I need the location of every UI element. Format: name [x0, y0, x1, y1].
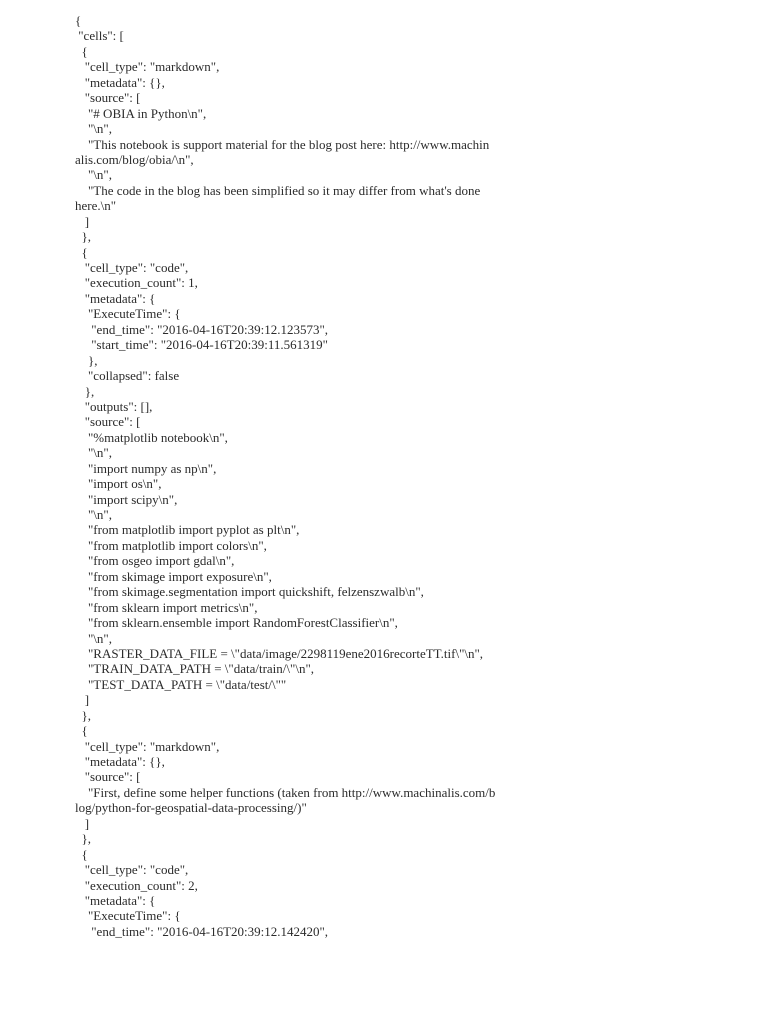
code-line: "TRAIN_DATA_PATH = \"data/train/\"\n", — [75, 661, 314, 677]
code-line: "This notebook is support material for the blog post here: http://www.machin — [75, 136, 490, 152]
code-line: "from sklearn.ensemble import RandomForestClassifier\n", — [75, 615, 398, 631]
code-line: "execution_count": 2, — [75, 877, 198, 893]
code-line: "end_time": "2016-04-16T20:39:12.123573", — [75, 321, 329, 337]
code-line: "collapsed": false — [75, 368, 180, 384]
code-line: ] — [75, 692, 90, 708]
code-line: { — [75, 846, 88, 862]
code-line: "import os\n", — [75, 476, 162, 492]
code-line: log/python-for-geospatial-data-processing/)" — [75, 800, 307, 816]
code-line: "First, define some helper functions (taken from http://www.machinalis.com/b — [75, 784, 496, 800]
code-line: "cell_type": "markdown", — [75, 738, 220, 754]
code-line: }, — [75, 352, 98, 368]
code-line: "from sklearn import metrics\n", — [75, 599, 258, 615]
code-line: "metadata": { — [75, 892, 156, 908]
code-line: "TEST_DATA_PATH = \"data/test/\"" — [75, 676, 287, 692]
code-line: "from skimage import exposure\n", — [75, 568, 272, 584]
code-line: "source": [ — [75, 414, 141, 430]
code-line: here.\n" — [75, 198, 117, 214]
code-line: "RASTER_DATA_FILE = \"data/image/2298119ene2016recorteTT.tif\"\n", — [75, 645, 484, 661]
code-line: "outputs": [], — [75, 398, 153, 414]
code-line: "metadata": { — [75, 290, 156, 306]
code-line: "\n", — [75, 121, 112, 137]
code-line: "end_time": "2016-04-16T20:39:12.142420", — [75, 923, 329, 939]
code-line: }, — [75, 831, 91, 847]
code-line: "from skimage.segmentation import quickshift, felzenszwalb\n", — [75, 584, 424, 600]
notebook-json-listing — [75, 13, 715, 939]
code-line: "cell_type": "markdown", — [75, 59, 220, 75]
code-line: "cells": [ — [75, 28, 124, 44]
code-line: { — [75, 244, 88, 260]
code-line: "import numpy as np\n", — [75, 460, 217, 476]
code-line: { — [75, 13, 82, 28]
code-line: "\n", — [75, 630, 112, 646]
code-line: "start_time": "2016-04-16T20:39:11.561319" — [75, 337, 328, 353]
code-line: "\n", — [75, 507, 112, 522]
code-line: "execution_count": 1, — [75, 275, 198, 291]
code-line: "metadata": {}, — [75, 754, 165, 769]
code-line: "source": [ — [75, 769, 141, 785]
code-line: "\n", — [75, 167, 112, 183]
code-line: "source": [ — [75, 90, 141, 106]
code-line: "metadata": {}, — [75, 74, 165, 90]
code-line: alis.com/blog/obia/\n", — [75, 151, 194, 167]
code-line: "# OBIA in Python\n", — [75, 105, 207, 121]
code-line: "%matplotlib notebook\n", — [75, 429, 228, 445]
code-line: "import scipy\n", — [75, 491, 178, 507]
code-line: "cell_type": "code", — [75, 862, 189, 878]
code-line: ] — [75, 815, 90, 831]
code-line: "ExecuteTime": { — [75, 306, 181, 322]
code-line: { — [75, 723, 88, 739]
code-line: "from matplotlib import pyplot as plt\n", — [75, 522, 300, 538]
code-line: "from osgeo import gdal\n", — [75, 553, 235, 569]
code-line: ] — [75, 213, 90, 229]
code-line: "from matplotlib import colors\n", — [75, 537, 267, 553]
code-line: "\n", — [75, 445, 112, 461]
code-line: "ExecuteTime": { — [75, 908, 181, 924]
code-line: }, — [75, 707, 91, 723]
code-line: "The code in the blog has been simplified so it may differ from what's done — [75, 182, 481, 198]
code-line: }, — [75, 383, 95, 399]
code-line: { — [75, 43, 88, 59]
code-line: "cell_type": "code", — [75, 260, 189, 275]
code-line: }, — [75, 229, 91, 245]
